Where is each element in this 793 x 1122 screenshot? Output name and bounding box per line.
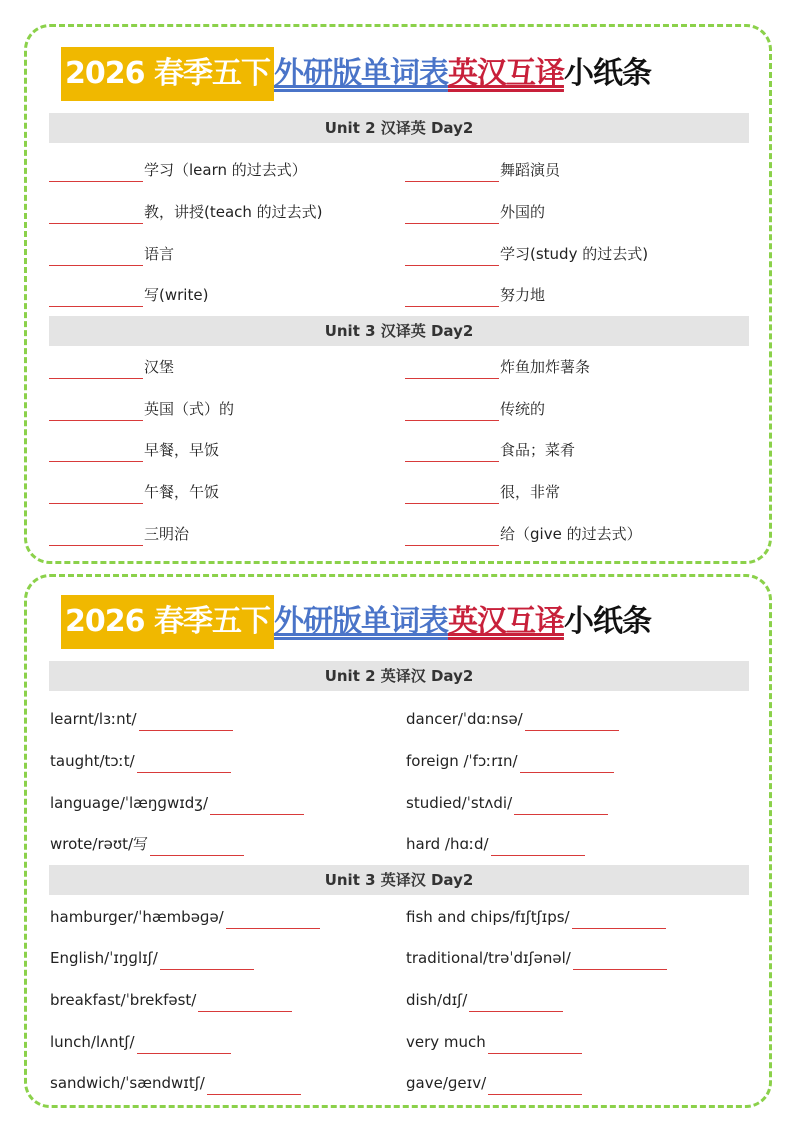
- vocab-item: 学习（learn 的过去式）: [49, 158, 307, 182]
- title-textbook: 外研版单词表: [273, 604, 448, 639]
- section-header-unit3: Unit 3 英译汉 Day2: [49, 865, 749, 895]
- vocab-item: 英国（式）的: [49, 397, 234, 421]
- title-suffix: 小纸条: [563, 604, 651, 639]
- title-year-term: 2026 春季五下: [61, 595, 274, 649]
- vocab-item: traditional/trəˈdɪʃənəl/: [405, 946, 667, 970]
- answer-blank[interactable]: [405, 528, 499, 546]
- answer-blank[interactable]: [207, 1077, 301, 1095]
- vocab-item: studied/ˈstʌdi/: [405, 791, 608, 815]
- answer-blank[interactable]: [226, 911, 320, 929]
- worksheet-card-en-to-cn: [24, 574, 772, 1108]
- vocab-item: hamburger/ˈhæmbəɡə/: [49, 905, 320, 929]
- vocab-item: hard /hɑːd/: [405, 832, 585, 856]
- vocab-item: language/ˈlæŋɡwɪdʒ/: [49, 791, 304, 815]
- vocab-item: 很，非常: [405, 480, 560, 504]
- answer-blank[interactable]: [405, 361, 499, 379]
- answer-blank[interactable]: [488, 1036, 582, 1054]
- vocab-item: 语言: [49, 242, 174, 266]
- vocab-item: breakfast/ˈbrekfəst/: [49, 988, 292, 1012]
- title-mode: 英汉互译: [447, 56, 564, 91]
- vocab-item: 早餐，早饭: [49, 438, 219, 462]
- answer-blank[interactable]: [198, 994, 292, 1012]
- answer-blank[interactable]: [49, 206, 143, 224]
- answer-blank[interactable]: [405, 403, 499, 421]
- vocab-item: taught/tɔːt/: [49, 749, 231, 773]
- vocab-item: 炸鱼加炸薯条: [405, 355, 590, 379]
- vocab-item: sandwich/ˈsændwɪtʃ/: [49, 1071, 301, 1095]
- vocab-item: 学习(study 的过去式): [405, 242, 648, 266]
- vocab-item: 教，讲授(teach 的过去式): [49, 200, 323, 224]
- worksheet-title: [61, 595, 651, 649]
- vocab-item: English/ˈɪŋɡlɪʃ/: [49, 946, 254, 970]
- answer-blank[interactable]: [520, 755, 614, 773]
- answer-blank[interactable]: [137, 1036, 231, 1054]
- answer-blank[interactable]: [405, 486, 499, 504]
- answer-blank[interactable]: [49, 248, 143, 266]
- vocab-item: wrote/rəʊt/写: [49, 832, 244, 856]
- vocab-item: foreign /ˈfɔːrɪn/: [405, 749, 614, 773]
- vocab-item: 写(write): [49, 283, 208, 307]
- vocab-item: 汉堡: [49, 355, 174, 379]
- answer-blank[interactable]: [137, 755, 231, 773]
- answer-blank[interactable]: [405, 206, 499, 224]
- answer-blank[interactable]: [160, 952, 254, 970]
- title-mode: 英汉互译: [447, 604, 564, 639]
- vocab-item: 午餐，午饭: [49, 480, 219, 504]
- answer-blank[interactable]: [49, 528, 143, 546]
- answer-blank[interactable]: [49, 361, 143, 379]
- answer-blank[interactable]: [49, 403, 143, 421]
- answer-blank[interactable]: [405, 164, 499, 182]
- answer-blank[interactable]: [405, 444, 499, 462]
- answer-blank[interactable]: [405, 248, 499, 266]
- section-header-unit2: Unit 2 汉译英 Day2: [49, 113, 749, 143]
- title-textbook: 外研版单词表: [273, 56, 448, 91]
- vocab-item: 传统的: [405, 397, 545, 421]
- vocab-item: learnt/lɜːnt/: [49, 707, 233, 731]
- answer-blank[interactable]: [572, 911, 666, 929]
- answer-blank[interactable]: [49, 164, 143, 182]
- answer-blank[interactable]: [405, 289, 499, 307]
- vocab-item: 舞蹈演员: [405, 158, 560, 182]
- vocab-item: 努力地: [405, 283, 545, 307]
- vocab-item: very much: [405, 1030, 582, 1054]
- vocab-item: 三明治: [49, 522, 189, 546]
- answer-blank[interactable]: [210, 797, 304, 815]
- answer-blank[interactable]: [525, 713, 619, 731]
- vocab-item: 食品；菜肴: [405, 438, 575, 462]
- vocab-item: 给（give 的过去式）: [405, 522, 642, 546]
- section-header-unit3: Unit 3 汉译英 Day2: [49, 316, 749, 346]
- worksheet-title: [61, 47, 651, 101]
- worksheet-card-cn-to-en: [24, 24, 772, 564]
- answer-blank[interactable]: [488, 1077, 582, 1095]
- vocab-item: dancer/ˈdɑːnsə/: [405, 707, 619, 731]
- answer-blank[interactable]: [49, 289, 143, 307]
- answer-blank[interactable]: [491, 838, 585, 856]
- answer-blank[interactable]: [469, 994, 563, 1012]
- vocab-item: fish and chips/fɪʃtʃɪps/: [405, 905, 666, 929]
- answer-blank[interactable]: [139, 713, 233, 731]
- answer-blank[interactable]: [49, 486, 143, 504]
- answer-blank[interactable]: [49, 444, 143, 462]
- answer-blank[interactable]: [514, 797, 608, 815]
- section-header-unit2: Unit 2 英译汉 Day2: [49, 661, 749, 691]
- answer-blank[interactable]: [573, 952, 667, 970]
- vocab-item: gave/ɡeɪv/: [405, 1071, 582, 1095]
- title-year-term: 2026 春季五下: [61, 47, 274, 101]
- title-suffix: 小纸条: [563, 56, 651, 91]
- vocab-item: lunch/lʌntʃ/: [49, 1030, 231, 1054]
- vocab-item: 外国的: [405, 200, 545, 224]
- answer-blank[interactable]: [150, 838, 244, 856]
- vocab-item: dish/dɪʃ/: [405, 988, 563, 1012]
